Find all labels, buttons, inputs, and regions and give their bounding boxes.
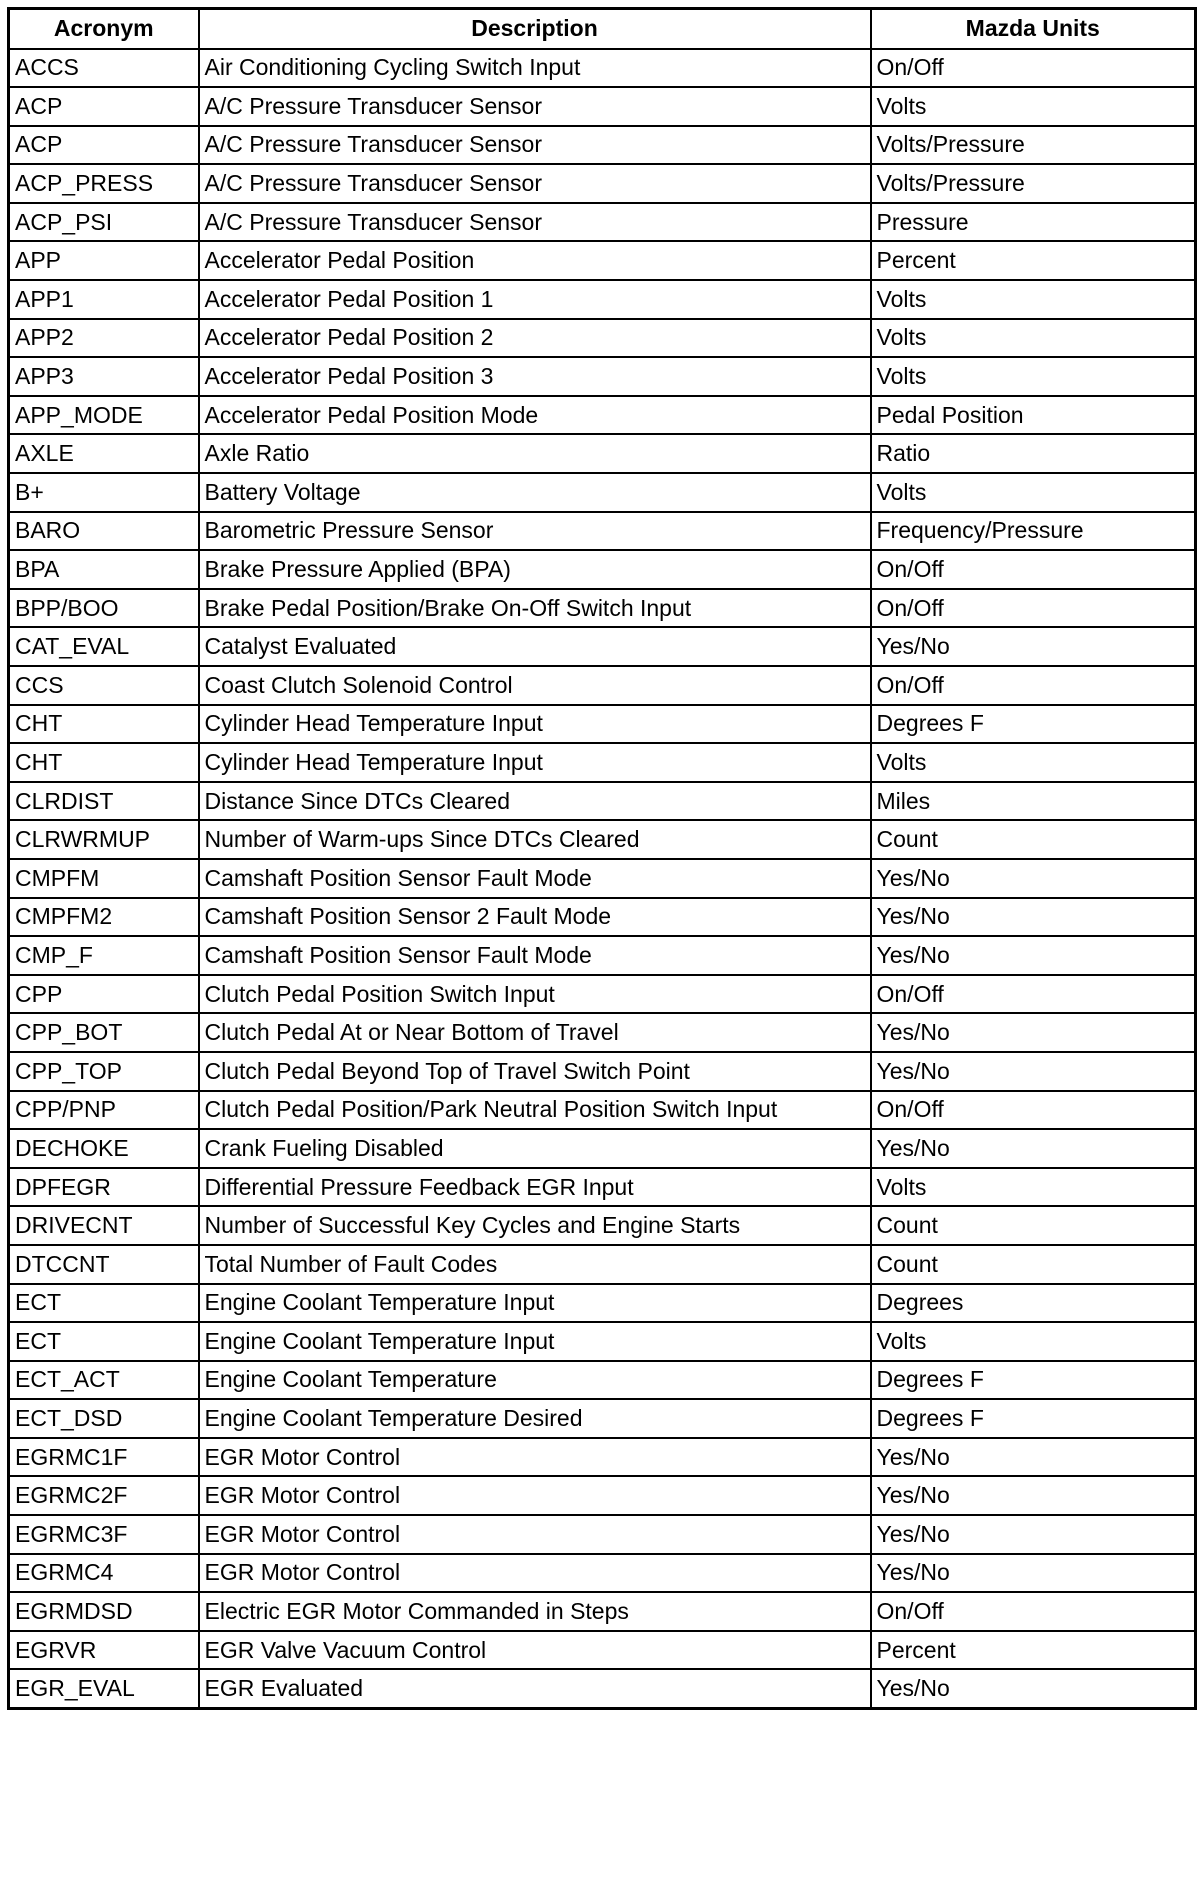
cell-description: Brake Pedal Position/Brake On-Off Switch Input (199, 589, 871, 628)
table-row (9, 1322, 1196, 1361)
cell-description: Camshaft Position Sensor 2 Fault Mode (199, 898, 871, 937)
table-row (9, 782, 1196, 821)
table-row (9, 1245, 1196, 1284)
cell-acronym: CLRDIST (9, 782, 199, 821)
cell-units: Yes/No (871, 1669, 1196, 1708)
cell-description: A/C Pressure Transducer Sensor (199, 164, 871, 203)
table-row (9, 550, 1196, 589)
table-row (9, 1206, 1196, 1245)
table-row (9, 49, 1196, 88)
cell-acronym: CAT_EVAL (9, 627, 199, 666)
cell-units: Volts (871, 87, 1196, 126)
cell-units: Volts/Pressure (871, 126, 1196, 165)
cell-acronym: ACP_PRESS (9, 164, 199, 203)
cell-acronym: ACP_PSI (9, 203, 199, 242)
cell-acronym: DTCCNT (9, 1245, 199, 1284)
cell-description: Engine Coolant Temperature Desired (199, 1399, 871, 1438)
cell-acronym: DECHOKE (9, 1129, 199, 1168)
cell-acronym: APP3 (9, 357, 199, 396)
cell-units: Yes/No (871, 1515, 1196, 1554)
cell-acronym: EGRMC3F (9, 1515, 199, 1554)
cell-units: Volts/Pressure (871, 164, 1196, 203)
cell-description: EGR Motor Control (199, 1438, 871, 1477)
cell-description: Battery Voltage (199, 473, 871, 512)
table-row (9, 1361, 1196, 1400)
cell-acronym: CHT (9, 705, 199, 744)
cell-description: Clutch Pedal Beyond Top of Travel Switch Point (199, 1052, 871, 1091)
cell-description: Camshaft Position Sensor Fault Mode (199, 936, 871, 975)
cell-units: On/Off (871, 1091, 1196, 1130)
cell-description: Air Conditioning Cycling Switch Input (199, 49, 871, 88)
cell-units: Yes/No (871, 1476, 1196, 1515)
cell-description: EGR Evaluated (199, 1669, 871, 1708)
cell-units: Ratio (871, 434, 1196, 473)
table-row (9, 627, 1196, 666)
table-header (9, 9, 1196, 49)
cell-acronym: DPFEGR (9, 1168, 199, 1207)
table-row (9, 1129, 1196, 1168)
cell-description: Accelerator Pedal Position Mode (199, 396, 871, 435)
table-row (9, 820, 1196, 859)
table-row (9, 473, 1196, 512)
cell-units: Yes/No (871, 627, 1196, 666)
cell-units: On/Off (871, 49, 1196, 88)
cell-acronym: APP2 (9, 319, 199, 358)
cell-acronym: CCS (9, 666, 199, 705)
cell-description: EGR Motor Control (199, 1515, 871, 1554)
cell-units: On/Off (871, 975, 1196, 1014)
table-row (9, 87, 1196, 126)
cell-description: Number of Successful Key Cycles and Engine Starts (199, 1206, 871, 1245)
table-row (9, 936, 1196, 975)
cell-units: Volts (871, 280, 1196, 319)
cell-units: Volts (871, 743, 1196, 782)
cell-acronym: CPP/PNP (9, 1091, 199, 1130)
cell-description: EGR Motor Control (199, 1476, 871, 1515)
cell-acronym: CMPFM (9, 859, 199, 898)
cell-acronym: ECT_DSD (9, 1399, 199, 1438)
cell-acronym: BPP/BOO (9, 589, 199, 628)
cell-acronym: CHT (9, 743, 199, 782)
cell-acronym: EGRVR (9, 1631, 199, 1670)
cell-units: Yes/No (871, 859, 1196, 898)
table-row (9, 1669, 1196, 1708)
cell-description: A/C Pressure Transducer Sensor (199, 126, 871, 165)
table-row (9, 859, 1196, 898)
cell-acronym: CMP_F (9, 936, 199, 975)
table-row (9, 1284, 1196, 1323)
cell-acronym: ECT (9, 1284, 199, 1323)
cell-description: Barometric Pressure Sensor (199, 512, 871, 551)
cell-units: Volts (871, 357, 1196, 396)
cell-description: Accelerator Pedal Position (199, 241, 871, 280)
header-row (9, 9, 1196, 49)
cell-description: Camshaft Position Sensor Fault Mode (199, 859, 871, 898)
cell-units: Volts (871, 1168, 1196, 1207)
cell-description: Clutch Pedal Position Switch Input (199, 975, 871, 1014)
cell-units: Volts (871, 473, 1196, 512)
cell-units: Yes/No (871, 1013, 1196, 1052)
cell-acronym: BARO (9, 512, 199, 551)
cell-description: Clutch Pedal At or Near Bottom of Travel (199, 1013, 871, 1052)
cell-acronym: ECT (9, 1322, 199, 1361)
table-row (9, 1052, 1196, 1091)
cell-description: Engine Coolant Temperature (199, 1361, 871, 1400)
cell-acronym: AXLE (9, 434, 199, 473)
table-row (9, 203, 1196, 242)
cell-description: Accelerator Pedal Position 3 (199, 357, 871, 396)
table-row (9, 319, 1196, 358)
cell-acronym: EGR_EVAL (9, 1669, 199, 1708)
cell-description: Total Number of Fault Codes (199, 1245, 871, 1284)
cell-acronym: EGRMC4 (9, 1554, 199, 1593)
cell-units: Degrees F (871, 1361, 1196, 1400)
cell-description: Accelerator Pedal Position 1 (199, 280, 871, 319)
cell-units: Yes/No (871, 1438, 1196, 1477)
cell-units: Yes/No (871, 1052, 1196, 1091)
table-row (9, 126, 1196, 165)
table-row (9, 589, 1196, 628)
cell-units: Percent (871, 1631, 1196, 1670)
cell-units: On/Off (871, 1592, 1196, 1631)
table-row (9, 1476, 1196, 1515)
cell-description: Crank Fueling Disabled (199, 1129, 871, 1168)
cell-units: Yes/No (871, 936, 1196, 975)
header-description: Description (199, 9, 871, 49)
cell-units: Count (871, 1245, 1196, 1284)
cell-acronym: APP_MODE (9, 396, 199, 435)
cell-units: Degrees (871, 1284, 1196, 1323)
table-row (9, 1091, 1196, 1130)
table-row (9, 396, 1196, 435)
cell-description: Brake Pressure Applied (BPA) (199, 550, 871, 589)
cell-description: EGR Valve Vacuum Control (199, 1631, 871, 1670)
table-row (9, 1013, 1196, 1052)
cell-units: Count (871, 820, 1196, 859)
cell-acronym: EGRMC2F (9, 1476, 199, 1515)
cell-units: Yes/No (871, 898, 1196, 937)
cell-units: Count (871, 1206, 1196, 1245)
cell-units: Pedal Position (871, 396, 1196, 435)
table-row (9, 666, 1196, 705)
pid-table (7, 7, 1197, 1710)
cell-acronym: BPA (9, 550, 199, 589)
cell-acronym: ACCS (9, 49, 199, 88)
cell-acronym: CLRWRMUP (9, 820, 199, 859)
cell-units: Volts (871, 1322, 1196, 1361)
cell-acronym: ECT_ACT (9, 1361, 199, 1400)
cell-acronym: APP (9, 241, 199, 280)
cell-units: Percent (871, 241, 1196, 280)
cell-units: Volts (871, 319, 1196, 358)
cell-acronym: ACP (9, 87, 199, 126)
cell-description: EGR Motor Control (199, 1554, 871, 1593)
table-row (9, 1592, 1196, 1631)
table-row (9, 975, 1196, 1014)
cell-acronym: CPP_BOT (9, 1013, 199, 1052)
table-row (9, 1438, 1196, 1477)
table-row (9, 512, 1196, 551)
table-row (9, 1399, 1196, 1438)
header-units: Mazda Units (871, 9, 1196, 49)
table-row (9, 1515, 1196, 1554)
cell-units: Degrees F (871, 705, 1196, 744)
table-row (9, 280, 1196, 319)
cell-units: Yes/No (871, 1129, 1196, 1168)
cell-description: Clutch Pedal Position/Park Neutral Position Switch Input (199, 1091, 871, 1130)
cell-acronym: EGRMC1F (9, 1438, 199, 1477)
table-row (9, 1631, 1196, 1670)
cell-description: Number of Warm-ups Since DTCs Cleared (199, 820, 871, 859)
cell-description: Accelerator Pedal Position 2 (199, 319, 871, 358)
table-row (9, 164, 1196, 203)
table-body (9, 49, 1196, 1709)
table-row (9, 241, 1196, 280)
cell-units: On/Off (871, 666, 1196, 705)
cell-acronym: EGRMDSD (9, 1592, 199, 1631)
table-row (9, 1168, 1196, 1207)
cell-description: Coast Clutch Solenoid Control (199, 666, 871, 705)
table-row (9, 357, 1196, 396)
header-acronym: Acronym (9, 9, 199, 49)
table-row (9, 434, 1196, 473)
table-row (9, 743, 1196, 782)
cell-description: A/C Pressure Transducer Sensor (199, 203, 871, 242)
cell-acronym: DRIVECNT (9, 1206, 199, 1245)
cell-description: Differential Pressure Feedback EGR Input (199, 1168, 871, 1207)
cell-units: Pressure (871, 203, 1196, 242)
cell-acronym: APP1 (9, 280, 199, 319)
cell-description: Distance Since DTCs Cleared (199, 782, 871, 821)
cell-description: Axle Ratio (199, 434, 871, 473)
cell-units: On/Off (871, 589, 1196, 628)
table-row (9, 705, 1196, 744)
cell-description: Cylinder Head Temperature Input (199, 705, 871, 744)
cell-description: Engine Coolant Temperature Input (199, 1322, 871, 1361)
table-row (9, 1554, 1196, 1593)
table-row (9, 898, 1196, 937)
cell-description: Catalyst Evaluated (199, 627, 871, 666)
cell-description: Engine Coolant Temperature Input (199, 1284, 871, 1323)
cell-units: Frequency/Pressure (871, 512, 1196, 551)
cell-acronym: ACP (9, 126, 199, 165)
cell-units: Miles (871, 782, 1196, 821)
cell-units: Degrees F (871, 1399, 1196, 1438)
cell-acronym: CPP (9, 975, 199, 1014)
cell-description: A/C Pressure Transducer Sensor (199, 87, 871, 126)
cell-description: Electric EGR Motor Commanded in Steps (199, 1592, 871, 1631)
cell-description: Cylinder Head Temperature Input (199, 743, 871, 782)
cell-units: On/Off (871, 550, 1196, 589)
cell-units: Yes/No (871, 1554, 1196, 1593)
cell-acronym: CPP_TOP (9, 1052, 199, 1091)
cell-acronym: B+ (9, 473, 199, 512)
cell-acronym: CMPFM2 (9, 898, 199, 937)
